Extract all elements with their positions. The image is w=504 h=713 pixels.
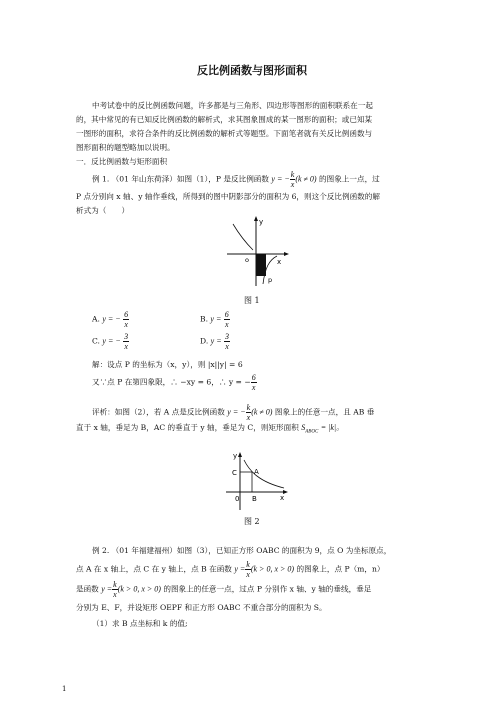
example-1-line-1: 例 1. （01 年山东荷泽）如图（1），P 是反比例函数 y = − $\frac{k}{x}$ (k ≠ 0) 的图象上一点，过: [92, 170, 380, 189]
fig2-label-x: x: [280, 494, 285, 502]
fig2-label-c: C: [232, 469, 237, 477]
figure-1-caption: 图 1: [244, 296, 260, 305]
option-d: D. y = $\frac{3}{x}$: [200, 332, 230, 351]
example-2-line-1: 例 2. （01 年福建福州）如图（3），已知正方形 OABC 的面积为 9，点 O 为坐标原点，: [92, 546, 392, 555]
fig2-label-o: 0: [235, 495, 240, 503]
intro-line-3: 一图形的面积，求符合条件的反比例函数的解析式等题型。下面笔者就有关反比例函数与: [76, 129, 373, 138]
figure-2-caption: 图 2: [244, 517, 260, 526]
intro-line-1: 中考试卷中的反比例函数问题，许多都是与三角形、四边形等图形的面积联系在一起: [92, 101, 373, 110]
fig1-label-p: p: [268, 276, 273, 284]
example-2-line-2: 点 A 在 x 轴上，点 C 在 y 轴上，点 B 在函数 y = $\frac{k}{x}$ (k > 0, x > 0) 的图象上，点 P（m，n）: [76, 560, 385, 579]
solution-line-2: 又∵点 P 在第四象限，∴ −xy = 6，∴ y = − $\frac{6}{x}$: [92, 373, 256, 392]
section-heading-1: 一．反比例函数与矩形面积: [76, 157, 168, 166]
option-a: A. y = − $\frac{6}{x}$: [92, 310, 129, 329]
fig1-label-y: y: [259, 218, 264, 226]
example-2-line-3: 是函数 y = $\frac{k}{x}$ (k > 0, x > 0) 的图象上的任意一点，过点 P 分别作 x 轴、y 轴的垂线，垂足: [76, 580, 372, 599]
solution-line-1: 解：设点 P 的坐标为（x，y），则 |x||y| = 6: [92, 360, 243, 369]
comment-line-2: 直于 x 轴，垂足为 B，AC 的垂直于 y 轴，垂足为 C，则矩形面积 $S_{ABOC} = |k|$。: [76, 423, 345, 435]
fig1-label-o: o: [245, 256, 249, 264]
example-2-line-4: 分别为 E、F，并设矩形 OEPF 和正方形 OABC 不重合部分的面积为 S。: [76, 603, 327, 612]
option-c: C. y = − $\frac{3}{x}$: [92, 332, 129, 351]
page-number: 1: [62, 685, 67, 693]
intro-line-2: 的，其中常见的有已知反比例函数的解析式，求其图象围成的某一图形的面积；或已知某: [76, 115, 373, 124]
figure-1: [225, 214, 291, 292]
option-b: B. y = $\frac{6}{x}$: [200, 310, 229, 329]
example-1-line-3: 析式为（ ）: [76, 206, 130, 215]
fig1-label-x: x: [277, 258, 282, 266]
intro-line-4: 图形面积的题型略加以说明。: [76, 143, 175, 152]
fig2-label-y: y: [233, 452, 238, 460]
fig2-label-b: B: [252, 495, 257, 503]
comment-line-1: 评析：如图（2），若 A 点是反比例函数 y = − $\frac{k}{x}$ (k ≠ 0) 图象上的任意一点，且 AB 垂: [92, 403, 375, 422]
example-2-line-5: （1）求 B 点坐标和 k 的值;: [92, 619, 188, 628]
document-title: 反比例函数与图形面积: [197, 64, 307, 77]
figure-2: [222, 448, 292, 514]
fig2-label-a: A: [254, 468, 259, 476]
example-1-line-2: P 点分别向 x 轴、y 轴作垂线，所得到的图中阴影部分的面积为 6，则这个反比例函数的解: [76, 192, 380, 201]
